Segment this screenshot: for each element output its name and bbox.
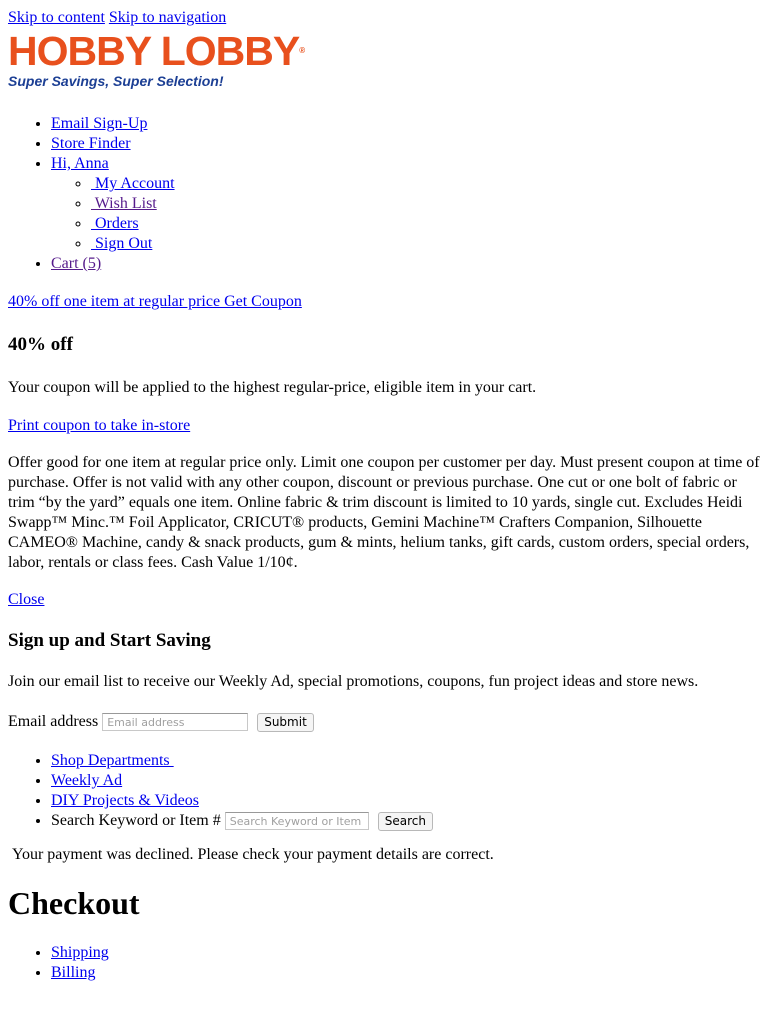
registered-mark: ® xyxy=(299,46,306,55)
main-nav-item xyxy=(51,791,760,811)
checkout-step xyxy=(51,963,760,983)
wish-list-link[interactable]: Wish List xyxy=(91,195,157,212)
search-label: • Search Keyword or Item # xyxy=(51,812,221,829)
diy-projects-link[interactable]: DIY Projects & Videos xyxy=(51,792,199,809)
orders-link[interactable]: Orders xyxy=(91,215,139,232)
util-nav-item-cart xyxy=(51,254,760,274)
shipping-step-link[interactable]: Shipping xyxy=(51,944,109,961)
payment-error-message: Your payment was declined. Please check your payment details are correct. xyxy=(12,846,494,863)
weekly-ad-link[interactable]: Weekly Ad xyxy=(51,772,123,789)
skip-links xyxy=(8,8,760,28)
email-signup-link[interactable]: Email Sign-Up xyxy=(51,115,148,132)
search-input[interactable] xyxy=(225,812,369,830)
account-menu-item xyxy=(91,194,760,214)
offer-terms: Offer good for one item at regular price only. Limit one coupon per customer per day. Must present coupon at time of purchase. Offer is not valid with any other coupon, discount or previous purchase. One cut or one bolt of fabric or trim “by the yard” equals one item. Online fabric & trim discount is limited to 10 yards, single cut. Excludes Heidi Swapp™ Minc.™ Foil Applicator, CRICUT® products, Gemini Machine™ Crafters Companion, Silhouette CAMEO® Machine, candy & snack products, gum & mints, helium tanks, gift cards, custom orders, special orders, labor, rentals or class fees. Cash Value 1/10¢. xyxy=(8,454,760,571)
main-nav-item-search xyxy=(51,811,760,831)
util-nav-item-account xyxy=(51,154,760,254)
checkout-steps xyxy=(8,943,760,983)
search-form xyxy=(51,811,760,831)
email-label: Email address xyxy=(8,713,99,730)
email-signup-form xyxy=(8,710,760,734)
submit-button[interactable]: Submit xyxy=(257,713,314,732)
checkout-step xyxy=(51,943,760,963)
main-nav-item xyxy=(51,751,760,771)
account-menu-item xyxy=(91,234,760,254)
signup-heading: Sign up and Start Saving xyxy=(8,630,211,651)
main-nav xyxy=(8,751,760,831)
util-nav-item-email xyxy=(51,114,760,134)
account-menu-item xyxy=(91,214,760,234)
account-menu-item xyxy=(91,174,760,194)
util-nav-item-store xyxy=(51,134,760,154)
shop-departments-link[interactable]: Shop Departments xyxy=(51,752,174,769)
cart-link[interactable]: Cart (5) xyxy=(51,255,102,272)
signup-description: Join our email list to receive our Weekly Ad, special promotions, coupons, fun project ideas and store news. xyxy=(8,673,699,690)
coupon-applied-note: Your coupon will be applied to the highest regular-price, eligible item in your cart. xyxy=(8,379,537,396)
page-title: Checkout xyxy=(8,885,140,921)
hobby-lobby-logo[interactable] xyxy=(8,28,760,90)
coupon-banner xyxy=(8,292,760,312)
account-greeting-link[interactable]: Hi, Anna xyxy=(51,155,109,172)
billing-step-link[interactable]: Billing xyxy=(51,964,96,981)
skip-to-content-link[interactable]: Skip to content xyxy=(8,9,105,26)
logo-tagline: Super Savings, Super Selection! xyxy=(8,73,224,89)
store-finder-link[interactable]: Store Finder xyxy=(51,135,131,152)
coupon-heading: 40% off xyxy=(8,334,73,355)
account-menu xyxy=(51,174,760,254)
utility-nav xyxy=(8,114,760,274)
logo-title xyxy=(8,28,760,74)
logo-wordmark: HOBBY LOBBY xyxy=(8,28,300,74)
sign-out-link[interactable]: Sign Out xyxy=(91,235,153,252)
email-field[interactable] xyxy=(102,713,248,731)
search-button[interactable]: Search xyxy=(378,812,433,831)
get-coupon-link[interactable]: 40% off one item at regular price Get Coupon xyxy=(8,293,302,310)
my-account-link[interactable]: My Account xyxy=(91,175,175,192)
print-coupon-link[interactable]: Print coupon to take in-store xyxy=(8,417,191,434)
skip-to-navigation-link[interactable]: Skip to navigation xyxy=(108,9,227,26)
main-nav-item xyxy=(51,771,760,791)
close-coupon-link[interactable]: Close xyxy=(8,591,45,608)
